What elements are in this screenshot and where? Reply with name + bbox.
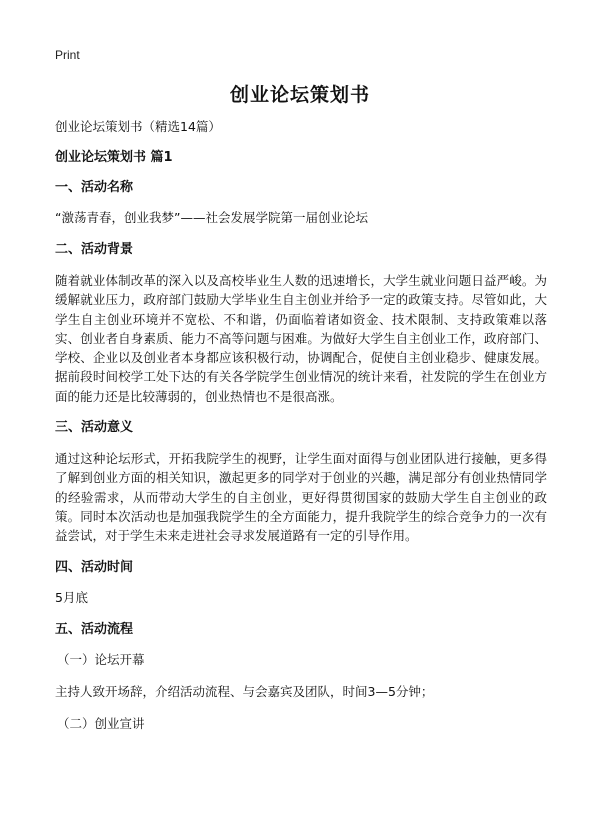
- process-subheading-presentation: （二）创业宣讲: [57, 715, 145, 731]
- section-heading-activity-name: 一、活动名称: [55, 180, 134, 195]
- section-heading-process: 五、活动流程: [55, 621, 134, 637]
- part-heading: 创业论坛策划书 篇1: [55, 150, 173, 165]
- section-text-background: 随着就业体制改革的深入以及高校毕业生人数的迅速增长，大学生就业问题日益严峻。为缓解就业压力，政府部门鼓励大学毕业生自主创业并给予一定的政策支持。尽管如此，大学生自主创业环境并不宽松、不和谐，仍面临着诸如资金、技术限制、支持政策难以落实、创业者自身素质、能力不高等问题与困难。为做好大学生自主创业工作，政府部门、学校、企业以及创业者本身都应该积极行动，协调配合，促使自主创业稳步、健康发展。据前段时间校学工处下达的有关各学院学生创业情况的统计来看，社发院的学生在创业方面的能力还是比较薄弱的，创业热情也不是很高涨。: [55, 273, 547, 404]
- process-subheading-opening: （一）论坛开幕: [57, 651, 145, 667]
- section-text-activity-name: “激荡青春，创业我梦”——社会发展学院第一届创业论坛: [55, 210, 368, 225]
- section-heading-background: 二、活动背景: [55, 242, 134, 257]
- process-text-opening: 主持人致开场辞，介绍活动流程、与会嘉宾及团队，时间3—5分钟；: [55, 683, 434, 699]
- section-heading-time: 四、活动时间: [55, 559, 134, 575]
- section-text-significance: 通过这种论坛形式，开拓我院学生的视野，让学生面对面得与创业团队进行接触，更多得了解到创业方面的相关知识，激起更多的同学对于创业的兴趣，满足部分有创业热情同学的经验需求，从而带动大学生的自主创业，更好得贯彻国家的鼓励大学生自主创业的政策。同时本次活动也是加强我院学生的全方面能力，提升我院学生的综合竞争力的一次有益尝试，对于学生未来走进社会寻求发展道路有一定的引导作用。: [55, 451, 547, 544]
- print-link[interactable]: Print: [55, 48, 80, 62]
- document-content: [55, 118, 547, 747]
- document-subtitle: 创业论坛策划书（精选14篇）: [55, 119, 221, 134]
- section-text-time: 5月底: [55, 589, 88, 605]
- document-title: 创业论坛策划书: [229, 84, 370, 106]
- section-heading-significance: 三、活动意义: [55, 420, 134, 436]
